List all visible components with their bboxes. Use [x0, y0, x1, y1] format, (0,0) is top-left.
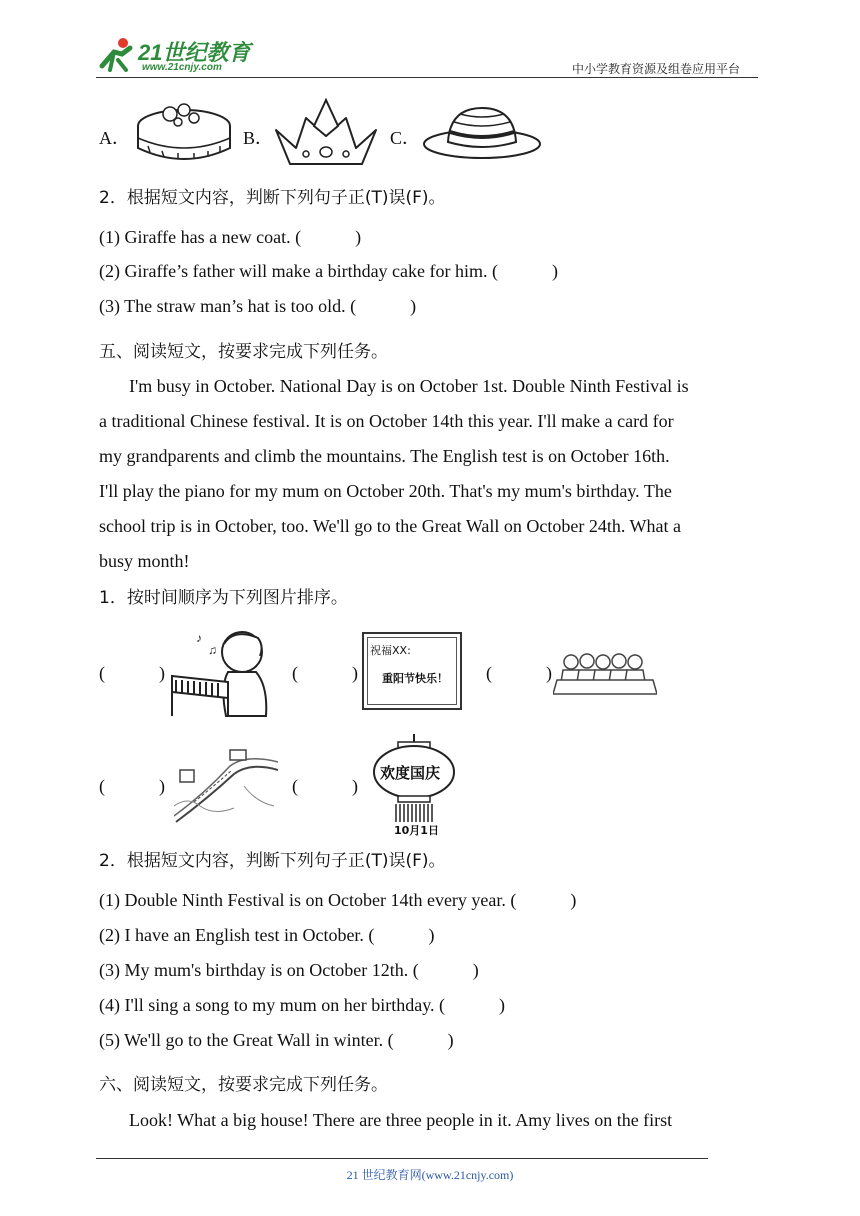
students-desk-icon [553, 650, 657, 698]
svg-text:♪: ♪ [196, 631, 202, 645]
s5-passage-line-1: I'm busy in October. National Day is on October 1st. Double Ninth Festival is [129, 376, 689, 396]
card-text-greeting: 祝福XX: [370, 644, 411, 657]
piano-boy-icon [168, 626, 272, 718]
s4-q2-title: 2．根据短文内容，判断下列句子正(T)误(F)。 [99, 188, 446, 208]
lantern-picture [370, 734, 458, 838]
great-wall-icon [174, 746, 278, 824]
s4-q2-item-3: (3) The straw man’s hat is too old. ( ) [99, 296, 417, 316]
logo-main-text: 21世纪教育 [138, 40, 251, 65]
s5-q1-title: 1．按时间顺序为下列图片排序。 [99, 588, 348, 608]
picture-3-paren[interactable]: ( ) [486, 663, 552, 683]
option-c-label: C． [390, 128, 421, 148]
header-right-text: 中小学教育资源及组卷应用平台 [572, 62, 741, 76]
s5-q2-item-5: (5) We'll go to the Great Wall in winter. ( ) [99, 1030, 454, 1050]
lantern-date: 10月1日 [394, 824, 439, 837]
s5-q2-item-1: (1) Double Ninth Festival is on October 14th every year. ( ) [99, 890, 577, 910]
s5-passage-line-5: school trip is in October, too. We'll go to the Great Wall on October 24th. What a [99, 516, 682, 536]
s5-passage-line-4: I'll play the piano for my mum on October 20th. That's my mum's birthday. The [99, 481, 672, 501]
s5-q2-title: 2．根据短文内容，判断下列句子正(T)误(F)。 [99, 851, 446, 871]
footer-text[interactable]: 21 世纪教育网(www.21cnjy.com) [346, 1168, 514, 1182]
section5-title: 五、阅读短文，按要求完成下列任务。 [99, 342, 388, 362]
footer-rule [96, 1158, 708, 1159]
runner-logo-icon [96, 36, 136, 76]
logo-url-text: www.21cnjy.com [142, 62, 222, 73]
picture-5-paren[interactable]: ( ) [292, 776, 358, 796]
s5-passage-line-3: my grandparents and climb the mountains. The English test is on October 16th. [99, 446, 670, 466]
s5-passage-line-6: busy month! [99, 551, 190, 571]
s5-q2-item-3: (3) My mum's birthday is on October 12th. ( ) [99, 960, 479, 980]
svg-text:♫: ♫ [208, 643, 217, 657]
option-b-label: B． [243, 128, 274, 148]
greeting-card [362, 632, 462, 710]
s5-passage-line-2: a traditional Chinese festival. It is on October 14th this year. I'll make a card for [99, 411, 674, 431]
cake-icon [128, 96, 240, 168]
header-logo [96, 34, 266, 78]
card-text-festival: 重阳节快乐！ [382, 672, 448, 685]
section6-title: 六、阅读短文，按要求完成下列任务。 [99, 1075, 388, 1095]
picture-4-paren[interactable]: ( ) [99, 776, 165, 796]
s5-q2-item-2: (2) I have an English test in October. ( ) [99, 925, 435, 945]
picture-2-paren[interactable]: ( ) [292, 663, 358, 683]
s4-q2-item-2: (2) Giraffe’s father will make a birthday cake for him. ( ) [99, 261, 559, 281]
crown-icon [270, 96, 382, 168]
lantern-text: 欢度国庆 [380, 764, 441, 782]
option-a-label: A． [99, 128, 130, 148]
s5-q2-item-4: (4) I'll sing a song to my mum on her birthday. ( ) [99, 995, 506, 1015]
picture-1-paren[interactable]: ( ) [99, 663, 165, 683]
header-rule [96, 77, 758, 78]
hat-icon [420, 100, 544, 162]
s4-q2-item-1: (1) Giraffe has a new coat. ( ) [99, 227, 362, 247]
s6-passage-line-1: Look! What a big house! There are three people in it. Amy lives on the first [129, 1110, 673, 1130]
